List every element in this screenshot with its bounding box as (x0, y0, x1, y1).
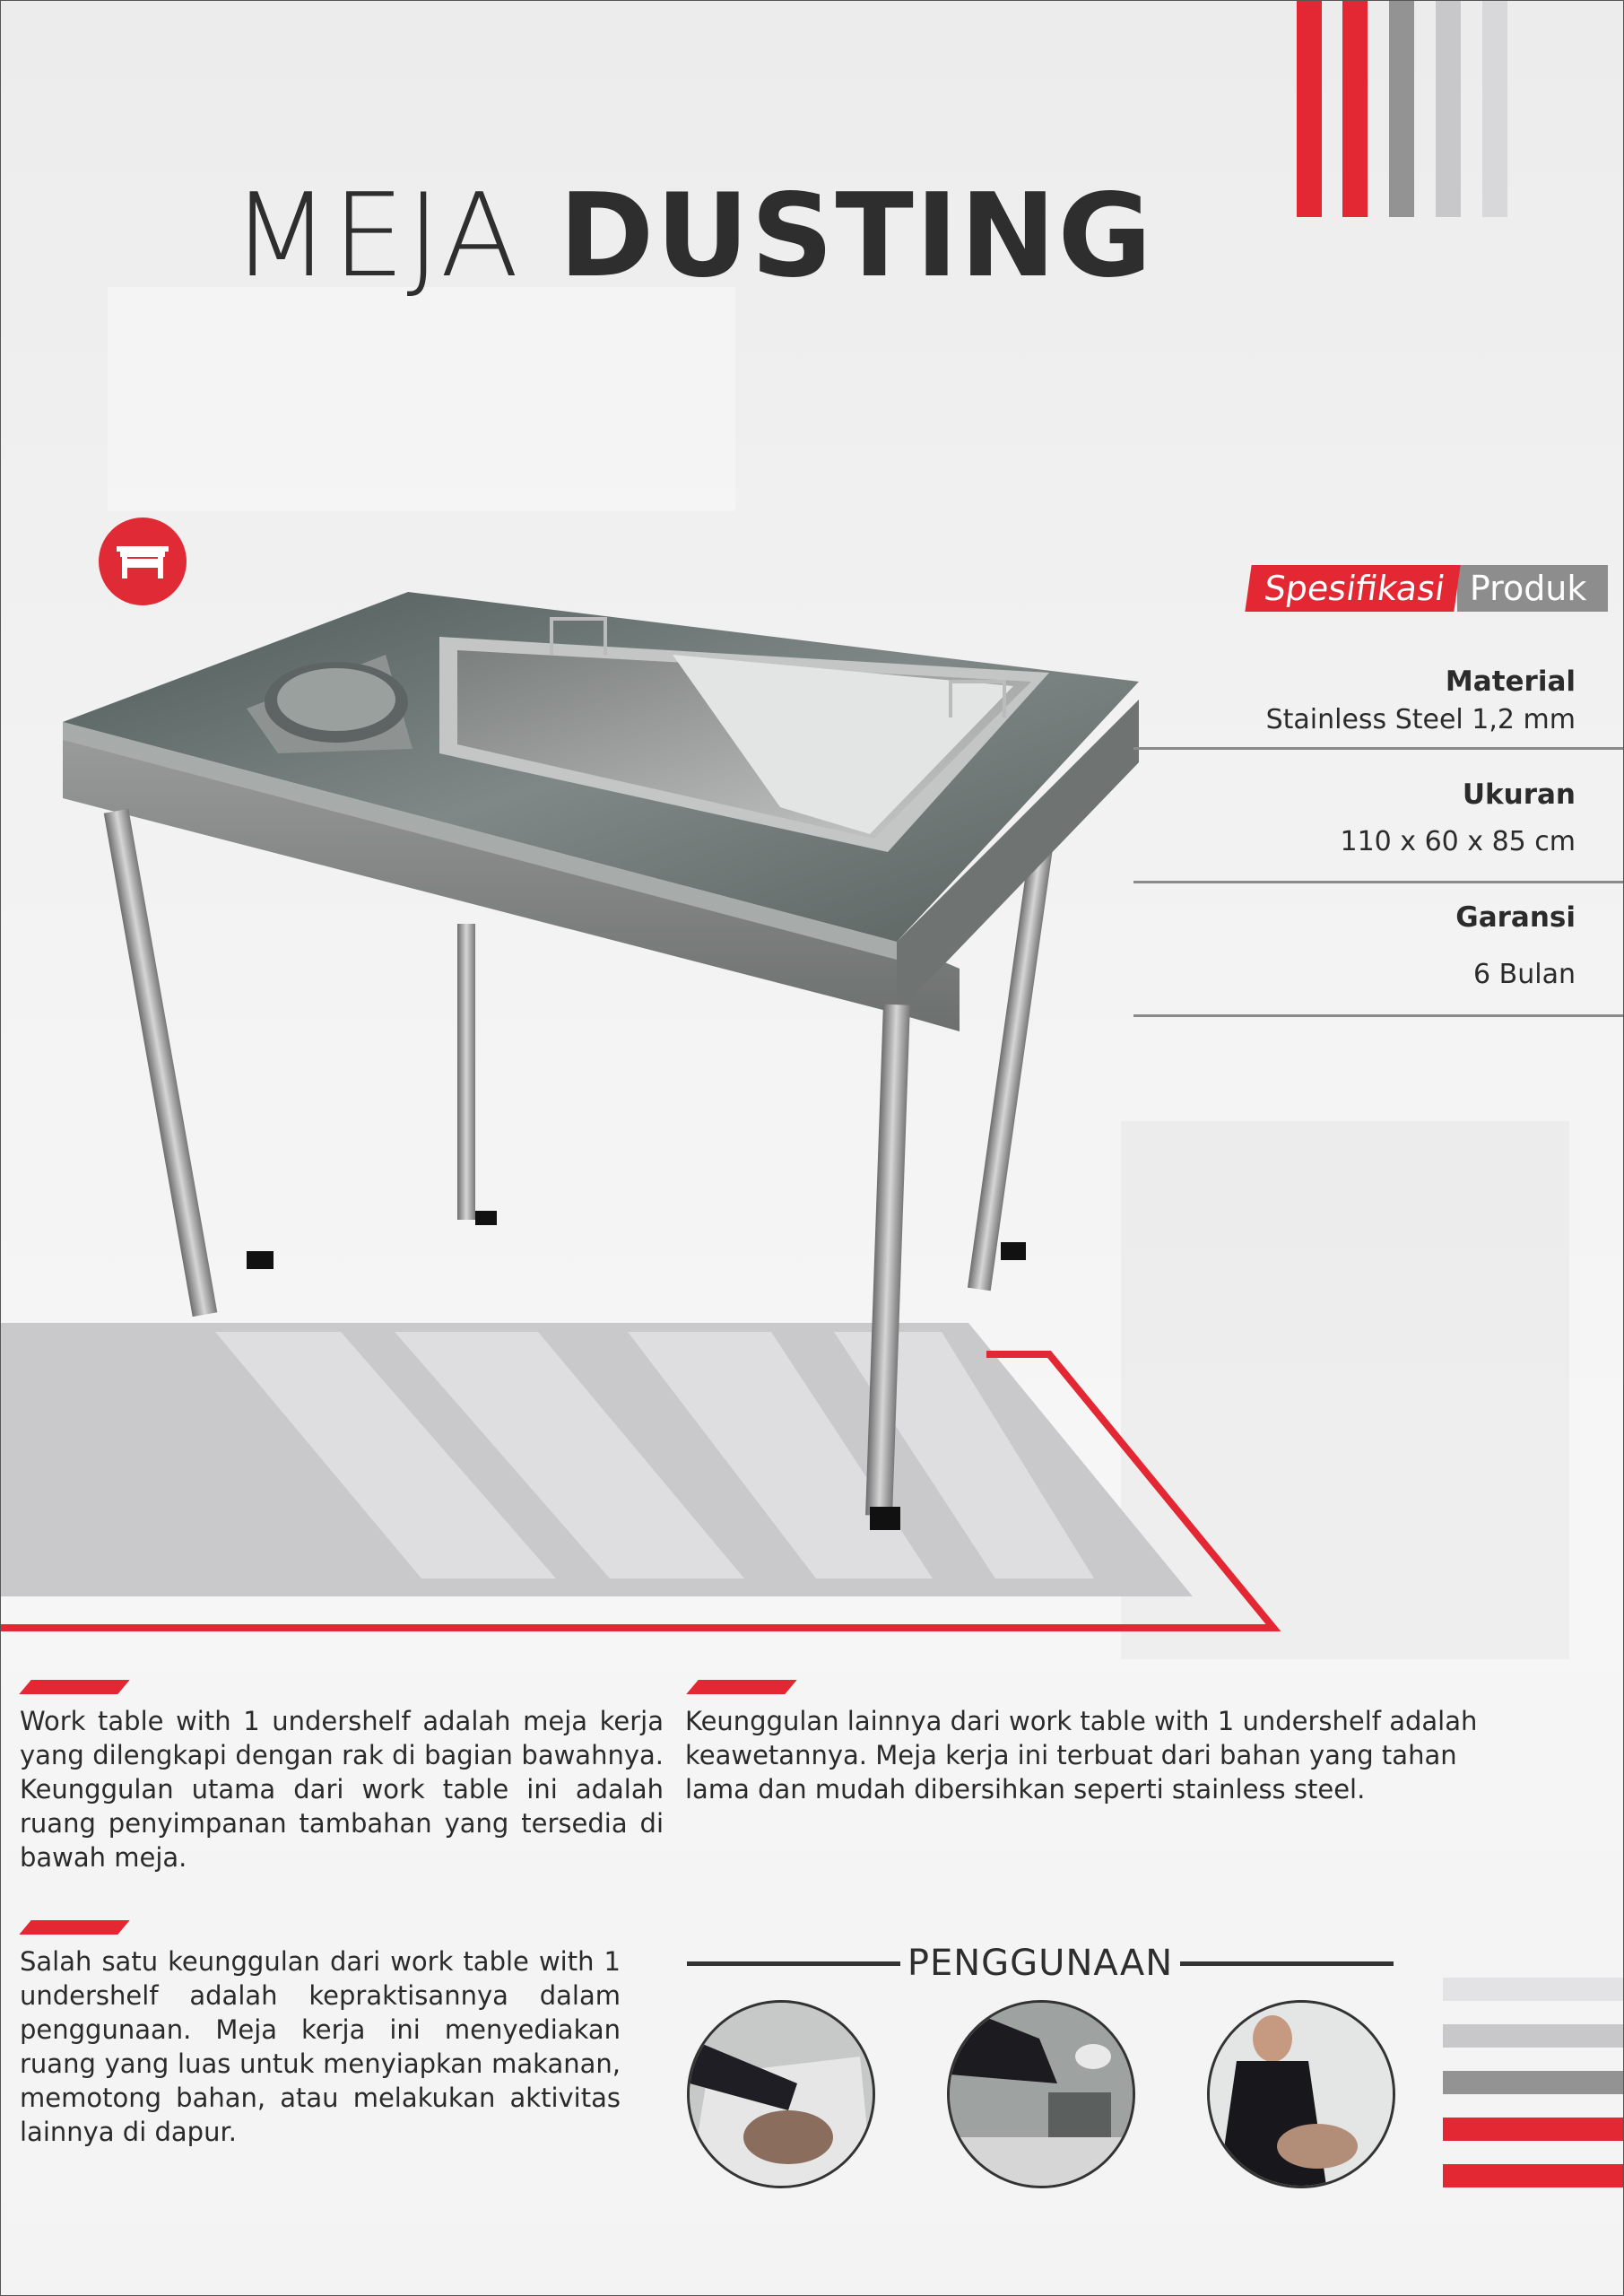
spec-ukuran-value: 110 x 60 x 85 cm (1340, 826, 1576, 857)
heading-rule (1180, 1961, 1394, 1966)
decor-bar-gray (1443, 1978, 1624, 2001)
usage-photo-3-art (1210, 2003, 1393, 2186)
spec-ukuran-label: Ukuran (1462, 778, 1576, 811)
usage-photo-3 (1207, 2000, 1395, 2188)
spec-divider (1133, 747, 1623, 750)
spec-divider (1133, 881, 1623, 883)
title-light: MEJA (231, 170, 521, 303)
spec-divider (1133, 1014, 1623, 1017)
spec-garansi-value: 6 Bulan (1473, 959, 1576, 990)
decor-bar-gray (1443, 2071, 1624, 2094)
spec-heading-produk: Produk (1457, 565, 1608, 612)
paragraph-3: Salah satu keunggulan dari work table with 1 undershelf adalah kepraktisannya dalam penggunaan. Meja kerja ini menyediakan ruang yang luas untuk menyiapkan makanan, memotong bahan, atau melakukan aktivitas lainnya di dapur. (20, 1946, 621, 2147)
decor-stripe-red (1297, 0, 1322, 217)
decor-stripe-red (1342, 0, 1368, 217)
penggunaan-title: PENGGUNAAN (907, 1943, 1174, 1984)
spec-heading-spesifikasi: Spesifikasi (1245, 565, 1460, 612)
heading-rule (687, 1961, 900, 1966)
background-panel (108, 287, 735, 511)
decor-bar-gray (1443, 2024, 1624, 2048)
decor-stripe-gray (1436, 0, 1461, 217)
paragraph-2: Keunggulan lainnya dari work table with 1 undershelf adalah keawetannya. Meja kerja ini terbuat dari bahan yang tahan lama dan mudah dibersihkan seperti stainless steel. (685, 1706, 1478, 1805)
spec-material-value: Stainless Steel 1,2 mm (1265, 704, 1576, 735)
usage-photo-2 (947, 2000, 1135, 2188)
spec-heading (1248, 565, 1608, 612)
spec-garansi-label: Garansi (1455, 901, 1576, 934)
penggunaan-heading (687, 1942, 1394, 1985)
spec-material-label: Material (1445, 665, 1576, 698)
title-bold: DUSTING (559, 170, 1154, 303)
page-title (231, 170, 1154, 303)
decor-bar-red (1443, 2118, 1624, 2141)
paragraph-1: Work table with 1 undershelf adalah meja kerja yang dilengkapi dengan rak di bagian bawahnya. Keunggulan utama dari work table ini adalah ruang penyimpanan tambahan yang tersedia di bawah meja. (20, 1706, 664, 1873)
paragraph-marker (19, 1680, 129, 1694)
usage-photo-1 (687, 2000, 875, 2188)
usage-photo-1-art (690, 2003, 873, 2186)
decor-stripe-gray (1482, 0, 1507, 217)
decor-stripe-gray (1389, 0, 1414, 217)
paragraph-marker (686, 1680, 796, 1694)
usage-photo-2-art (950, 2003, 1133, 2186)
decor-bar-red (1443, 2164, 1624, 2187)
product-image (63, 583, 1157, 1570)
paragraph-marker (19, 1920, 129, 1935)
